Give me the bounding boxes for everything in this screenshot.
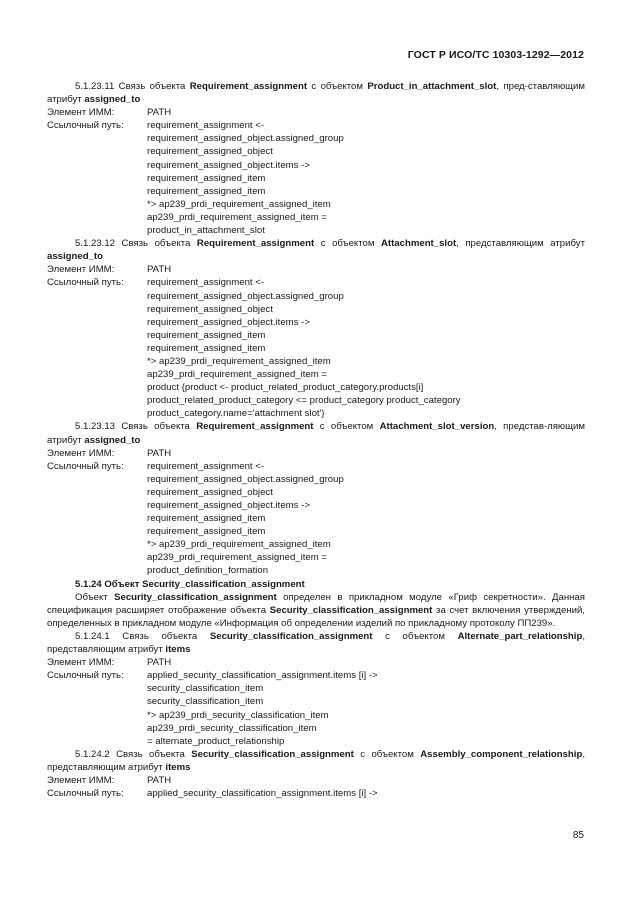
clause-num: 5.1.23.13 Связь объекта [75,421,197,433]
ref-path-line: requirement_assigned_object.assigned_group [147,290,344,302]
ref-path-row [47,669,585,748]
page-number: 85 [572,830,584,841]
element-value: PATH [147,264,172,276]
element-value: PATH [147,447,172,459]
ref-path-line: requirement_assigned_object.items -> [147,316,310,328]
entity-name: Attachment_slot_version [379,421,495,433]
ref-path-line: product_definition_formation [147,565,269,577]
element-label: Элемент ИММ: [47,107,115,119]
section-heading-text: 5.1.24 Объект Security_classification_assignment [75,578,305,590]
clause-text: , представляющим атрибут [47,630,585,656]
clause-text: , представ-ляющим атрибут [47,421,585,446]
clause-text: с объектом [313,421,380,433]
ref-path-lines [147,460,585,578]
ref-path-row [47,460,585,578]
ref-path-lines [147,787,585,800]
entity-name: Alternate_part_relationship [457,630,583,642]
ref-path-line: requirement_assigned_item [147,342,266,354]
paragraph-text: за счет включения утверждений, определенных в прикладном модуле «Информация об определении изделий по прикладному протоколу ПП239». [47,604,585,629]
ref-path-label: Ссылочный путь: [47,670,124,682]
ref-path-line: product {product <- product_related_product_category.products[i] [147,382,424,394]
entity-name: Requirement_assignment [196,421,314,433]
ref-path-line: product_in_attachment_slot [147,225,265,237]
ref-path-row [47,119,585,237]
ref-path-line: requirement_assignment <- [147,277,265,289]
standard-header: ГОСТ Р ИСО/ТС 10303-1292—2012 [407,49,584,61]
entity-name: Requirement_assignment [196,238,315,250]
element-label: Элемент ИММ: [47,774,115,786]
ref-path-line: requirement_assignment <- [147,120,265,132]
entity-name: Security_classification_assignment [209,630,373,642]
ref-path-lines [147,276,585,420]
element-row [47,447,585,460]
ref-path-line: requirement_assigned_object.items -> [147,500,310,511]
clause-5-1-23-11 [47,80,585,106]
clause-text: , представляющим атрибут [456,238,585,250]
ref-path-line: requirement_assigned_object [147,303,273,315]
element-value: PATH [147,774,172,786]
ref-path-line: ap239_prdi_requirement_assigned_item = [147,211,328,223]
clause-text: , пред-ставляющим атрибут [47,81,585,106]
clause-num: 5.1.24.2 Связь объекта [75,748,192,760]
entity-name: Requirement_assignment [189,81,308,92]
clause-text: с объектом [314,238,381,250]
section-paragraph [47,591,585,630]
clause-text: с объектом [353,748,421,760]
ref-path-line: requirement_assigned_item [147,513,266,525]
ref-path-line: requirement_assigned_item [147,172,266,184]
entity-name: Security_classification_assignment [269,604,433,616]
ref-path-line: requirement_assigned_object.assigned_group [147,133,344,145]
clause-num: 5.1.23.11 Связь объекта [75,81,190,92]
element-label: Элемент ИММ: [47,264,115,276]
section-heading-5-1-24 [47,578,585,591]
ref-path-lines [147,669,585,748]
element-row [47,656,585,669]
ref-path-line: ap239_prdi_requirement_assigned_item = [147,552,328,564]
ref-path-label: Ссылочный путь: [47,788,124,800]
ref-path-line: security_classification_item [147,683,264,695]
clause-num: 5.1.24.1 Связь объекта [75,630,210,642]
entity-name: Attachment_slot [380,238,457,250]
element-label: Элемент ИММ: [47,657,115,669]
ref-path-line: ap239_prdi_requirement_assigned_item = [147,369,328,381]
document-body [47,80,585,800]
ref-path-line: product_related_product_category <= product_category product_category [147,395,461,407]
ref-path-line: applied_security_classification_assignment.items [i] -> [147,788,378,800]
clause-5-1-23-13 [47,420,585,446]
ref-path-line: requirement_assigned_object.assigned_group [147,473,344,485]
attribute-name: assigned_to [84,94,141,106]
ref-path-label: Ссылочный путь: [47,277,124,289]
element-row [47,263,585,276]
ref-path-line: requirement_assigned_object [147,146,273,158]
element-row [47,106,585,119]
clause-num: 5.1.23.12 Связь объекта [75,238,197,250]
ref-path-line: *> ap239_prdi_security_classification_item [147,709,329,721]
element-value: PATH [147,107,172,119]
clause-text: с объектом [372,630,458,642]
ref-path-line: requirement_assigned_object [147,486,273,498]
ref-path-row [47,787,585,800]
ref-path-line: requirement_assigned_item [147,185,266,197]
element-value: PATH [147,657,172,669]
element-row [47,774,585,787]
paragraph-text: определен в прикладном модуле «Гриф секретности». Данная спецификация расширяет отображение объекта [47,591,586,616]
entity-name: Security_classification_assignment [191,748,354,760]
ref-path-line: requirement_assigned_object.items -> [147,159,310,171]
ref-path-line: ap239_prdi_security_classification_item [147,722,317,734]
ref-path-line: *> ap239_prdi_requirement_assigned_item [147,198,331,210]
ref-path-lines [147,119,585,237]
paragraph-text: Объект [75,591,115,603]
ref-path-line: requirement_assigned_item [147,329,266,341]
ref-path-line: *> ap239_prdi_requirement_assigned_item [147,539,331,551]
ref-path-line: *> ap239_prdi_requirement_assigned_item [147,355,331,367]
ref-path-line: requirement_assigned_item [147,526,266,538]
ref-path-label: Ссылочный путь: [47,460,124,472]
attribute-name: items [165,644,191,656]
attribute-name: assigned_to [47,251,103,263]
ref-path-line: applied_security_classification_assignment.items [i] -> [147,670,378,682]
ref-path-line: product_category.name='attachment slot'} [147,408,325,420]
clause-5-1-23-12 [47,237,585,263]
attribute-name: items [165,761,191,773]
ref-path-line: = alternate_product_relationship [147,735,285,747]
entity-name: Product_in_attachment_slot [367,81,497,92]
clause-5-1-24-1 [47,630,585,656]
entity-name: Security_classification_assignment [114,591,277,603]
ref-path-row [47,276,585,420]
clause-5-1-24-2 [47,748,585,774]
ref-path-line: security_classification_item [147,696,264,708]
ref-path-label: Ссылочный путь: [47,120,124,132]
element-label: Элемент ИММ: [47,447,115,459]
entity-name: Assembly_component_relationship [420,748,583,760]
attribute-name: assigned_to [84,434,141,446]
clause-text: , представляющим атрибут [47,748,585,773]
clause-text: с объектом [307,81,368,92]
ref-path-line: requirement_assignment <- [147,460,265,472]
